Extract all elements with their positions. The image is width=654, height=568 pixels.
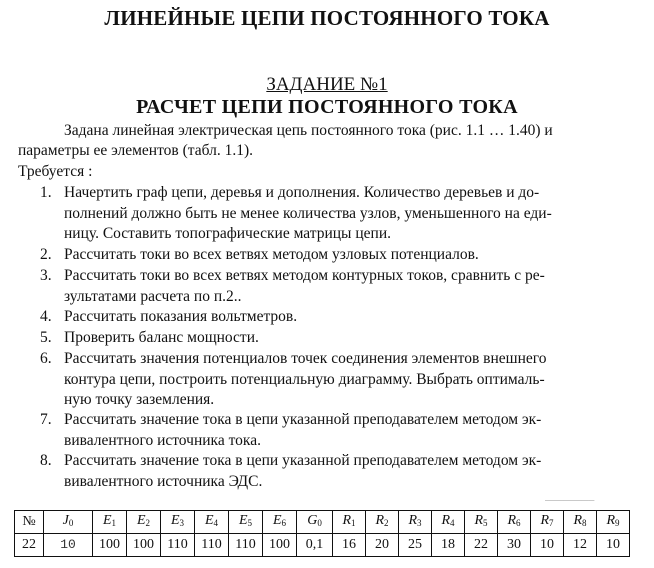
table-cell: 16 — [333, 534, 366, 557]
requirement-number: 2. — [40, 246, 52, 263]
header-subscript: 4 — [213, 518, 219, 528]
header-subscript: 3 — [417, 518, 422, 528]
header-symbol: E — [204, 513, 214, 528]
requirement-text-line: Рассчитать значение тока в цепи указанной преподавателем методом эк- — [64, 452, 542, 469]
table-header-cell — [564, 511, 597, 534]
intro-line-1: Задана линейная электрическая цепь постоянного тока (рис. 1.1 … 1.40) и — [64, 122, 553, 139]
header-symbol: G — [307, 513, 318, 528]
requirement-number: 6. — [40, 350, 52, 367]
header-symbol: № — [22, 514, 36, 529]
table-cell: 100 — [93, 534, 127, 557]
table-cell: 20 — [366, 534, 399, 557]
table-header-cell — [597, 511, 630, 534]
header-subscript: 6 — [516, 518, 521, 528]
header-symbol: R — [540, 513, 550, 528]
table-header-cell — [195, 511, 229, 534]
requirement-text-line: Рассчитать токи во всех ветвях методом контурных токов, сравнить с ре- — [64, 267, 545, 284]
task-title: ЗАДАНИЕ №1 — [266, 74, 388, 95]
requirement-text-line: Проверить баланс мощности. — [64, 329, 259, 346]
header-symbol: E — [102, 513, 112, 528]
header-subscript: 2 — [384, 518, 389, 528]
requirement-text-line: вивалентного источника тока. — [64, 431, 261, 449]
header-symbol: J — [62, 513, 69, 528]
requirement-number: 1. — [40, 184, 52, 201]
table-header-cell — [432, 511, 465, 534]
parameters-table — [14, 510, 630, 557]
header-subscript: 3 — [179, 518, 185, 528]
requirement-text-line: зультатами расчета по п.2.. — [64, 287, 242, 305]
table-cell: 10 — [597, 534, 630, 557]
table-header-row — [15, 511, 630, 534]
header-symbol: R — [474, 513, 484, 528]
header-symbol: E — [136, 513, 146, 528]
header-subscript: 6 — [281, 518, 287, 528]
requirement-text-line: контура цепи, построить потенциальную диаграмму. Выбрать оптималь- — [64, 370, 545, 388]
table-header-cell — [531, 511, 564, 534]
table-cell: 10 — [44, 534, 93, 557]
header-subscript: 5 — [247, 518, 253, 528]
header-subscript: 8 — [582, 518, 587, 528]
table-header-cell — [229, 511, 263, 534]
requirement-number: 3. — [40, 267, 52, 284]
requirement-number: 8. — [40, 452, 52, 469]
header-subscript: 0 — [68, 518, 74, 528]
table-header-cell — [127, 511, 161, 534]
header-symbol: E — [272, 513, 282, 528]
table-row — [15, 534, 630, 557]
header-subscript: 1 — [351, 518, 356, 528]
table-header-cell — [465, 511, 498, 534]
requirement-text-line: Начертить граф цепи, деревья и дополнения. Количество деревьев и до- — [64, 184, 540, 201]
header-subscript: 0 — [317, 518, 322, 528]
faint-overprint-mark: ▔▔▔▔▔▔▔▔ — [545, 500, 595, 508]
table-header-cell — [15, 511, 44, 534]
requirement-text-line: Рассчитать значение тока в цепи указанной преподавателем методом эк- — [64, 411, 542, 428]
table-cell: 12 — [564, 534, 597, 557]
table-header-cell — [366, 511, 399, 534]
table-cell: 30 — [498, 534, 531, 557]
requirement-text-line: вивалентного источника ЭДС. — [64, 472, 263, 490]
table-header-cell — [333, 511, 366, 534]
task-subtitle: РАСЧЕТ ЦЕПИ ПОСТОЯННОГО ТОКА — [136, 96, 518, 118]
header-subscript: 7 — [549, 518, 554, 528]
header-symbol: R — [408, 513, 418, 528]
header-symbol: R — [441, 513, 451, 528]
required-label: Требуется : — [18, 163, 93, 180]
requirement-text-line: Рассчитать значения потенциалов точек соединения элементов внешнего — [64, 350, 547, 367]
requirement-number: 7. — [40, 411, 52, 428]
header-subscript: 5 — [483, 518, 488, 528]
header-subscript: 9 — [615, 518, 620, 528]
requirement-text-line: Рассчитать токи во всех ветвях методом узловых потенциалов. — [64, 246, 479, 263]
table-header-cell — [399, 511, 432, 534]
table-cell: 18 — [432, 534, 465, 557]
table-cell: 110 — [229, 534, 263, 557]
header-subscript: 1 — [111, 518, 117, 528]
intro-line-2: параметры ее элементов (табл. 1.1). — [18, 142, 254, 159]
page-title: ЛИНЕЙНЫЕ ЦЕПИ ПОСТОЯННОГО ТОКА — [104, 6, 550, 30]
requirement-text-line: Рассчитать показания вольтметров. — [64, 308, 298, 325]
header-symbol: E — [238, 513, 248, 528]
header-subscript: 4 — [450, 518, 455, 528]
table-header-cell — [263, 511, 297, 534]
requirement-number: 4. — [40, 308, 52, 325]
header-symbol: E — [170, 513, 180, 528]
header-symbol: R — [375, 513, 385, 528]
requirement-text-line: ницу. Составить топографические матрицы цепи. — [64, 225, 391, 242]
table-header-cell — [297, 511, 333, 534]
table-cell: 0,1 — [297, 534, 333, 557]
header-symbol: R — [342, 513, 352, 528]
table-cell: 110 — [161, 534, 195, 557]
table-header-cell — [93, 511, 127, 534]
table-cell: 100 — [127, 534, 161, 557]
header-symbol: R — [573, 513, 583, 528]
table-cell: 10 — [531, 534, 564, 557]
header-symbol: R — [507, 513, 517, 528]
table-cell: 22 — [465, 534, 498, 557]
table-cell: 110 — [195, 534, 229, 557]
table-cell: 22 — [15, 534, 44, 557]
table-header-cell — [161, 511, 195, 534]
requirement-text-line: ную точку заземления. — [64, 391, 215, 408]
table-cell: 25 — [399, 534, 432, 557]
requirement-text-line: полнений должно быть не менее количества узлов, уменьшенного на еди- — [64, 204, 552, 222]
table-header-cell — [498, 511, 531, 534]
requirement-number: 5. — [40, 329, 52, 346]
table-cell: 100 — [263, 534, 297, 557]
header-symbol: R — [606, 513, 616, 528]
header-subscript: 2 — [145, 518, 151, 528]
table-header-cell — [44, 511, 93, 534]
